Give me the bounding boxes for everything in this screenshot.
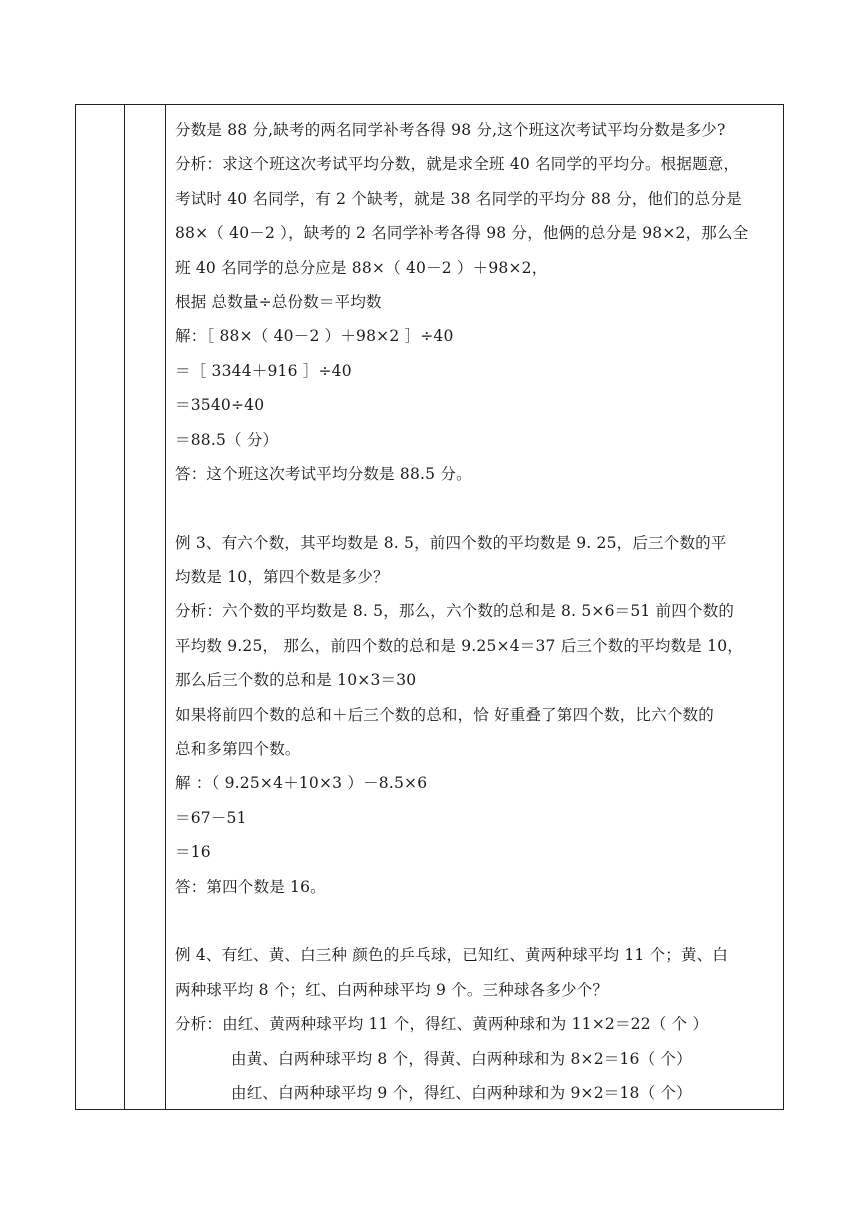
text-line: 例 3、有六个数，其平均数是 8. 5，前四个数的平均数是 9. 25，后三个数的平 [175, 533, 727, 552]
text-line: ＝16 [175, 843, 211, 862]
text-line: 根据 总数量÷总份数＝平均数 [175, 292, 382, 311]
text-line: 考试时 40 名同学，有 2 个缺考，就是 38 名同学的平均分 88 分，他们的总分是 [175, 189, 742, 208]
column-divider-2 [165, 105, 166, 1109]
text-line: ＝3540÷40 [175, 396, 265, 415]
text-line: 答：第四个数是 16。 [175, 877, 326, 896]
content-table [75, 104, 784, 1110]
column-divider-1 [124, 105, 125, 1109]
text-line: 班 40 名同学的总分应是 88×（ 40－2 ）＋98×2， [175, 258, 548, 277]
text-line: 均数是 10，第四个数是多少？ [175, 568, 389, 587]
text-line: 如果将前四个数的总和＋后三个数的总和，恰 好重叠了第四个数，比六个数的 [175, 705, 714, 724]
text-line: 解 ：（ 9.25×4＋10×3 ）－8.5×6 [175, 774, 428, 793]
text-line: ＝67－51 [175, 808, 247, 827]
text-line: ＝88.5（ 分） [175, 430, 279, 449]
text-line: 平均数 9.25， 那么，前四个数的总和是 9.25×4＝37 后三个数的平均数是 10， [175, 636, 743, 655]
text-line: 分析：求这个班这次考试平均分数，就是求全班 40 名同学的平均分。根据题意， [175, 155, 740, 174]
text-line: 解：［ 88×（ 40－2 ）＋98×2 ］÷40 [175, 327, 454, 346]
text-line: 分析：六个数的平均数是 8. 5，那么，六个数的总和是 8. 5×6＝51 前四个数的 [175, 602, 735, 621]
text-line: 两种球平均 8 个；红、白两种球平均 9 个。三种球各多少个？ [175, 980, 609, 999]
text-line: 例 4、有红、黄、白三种 颜色的乒乓球，已知红、黄两种球平均 11 个；黄、白 [175, 946, 729, 965]
content-cell [175, 113, 775, 1110]
text-line: ＝［ 3344＋916 ］÷40 [175, 361, 352, 380]
text-line: 答：这个班这次考试平均分数是 88.5 分。 [175, 464, 472, 483]
text-line: 由黄、白两种球平均 8 个，得黄、白两种球和为 8×2＝16（ 个） [231, 1049, 692, 1068]
blank-line [175, 491, 775, 525]
text-line: 那么后三个数的总和是 10×3＝30 [175, 671, 417, 690]
text-line: 88×（ 40－2 ），缺考的 2 名同学补考各得 98 分，他俩的总分是 98×2，那么全 [175, 224, 749, 243]
text-line: 总和多第四个数。 [175, 740, 301, 759]
text-line: 分析：由红、黄两种球平均 11 个，得红、黄两种球和为 11×2＝22（ 个 ） [175, 1015, 709, 1034]
text-line: 由红、白两种球平均 9 个，得红、白两种球和为 9×2＝18（ 个） [231, 1083, 692, 1102]
blank-line [175, 904, 775, 938]
text-line: 分数是 88 分,缺考的两名同学补考各得 98 分,这个班这次考试平均分数是多少? [175, 121, 726, 139]
